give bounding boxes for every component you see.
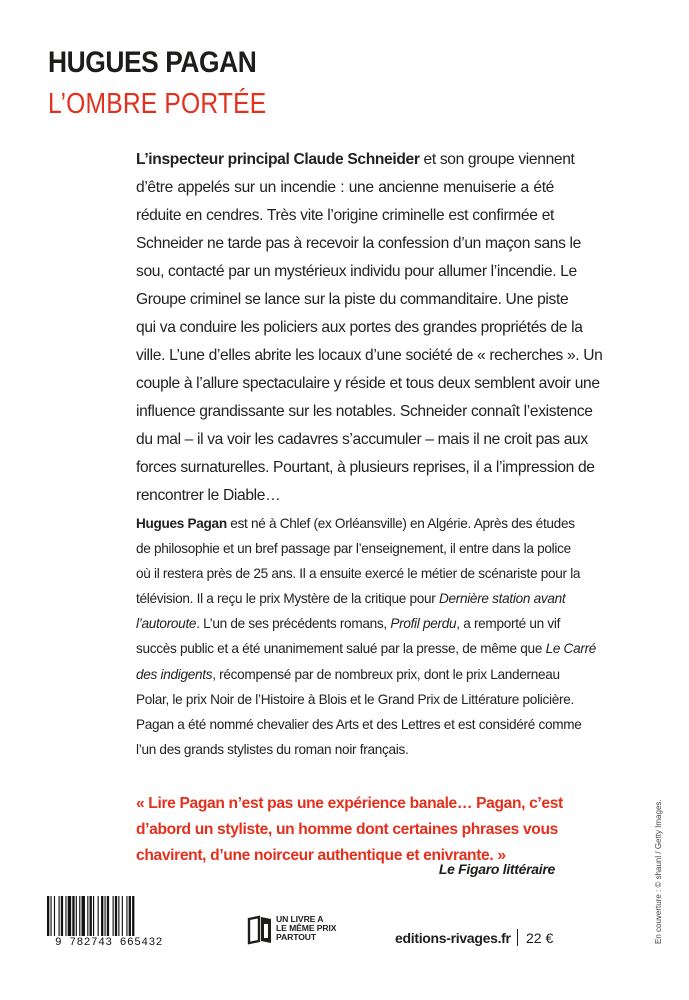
bio-line: succès public et a été unanimement salué par la presse, de même que Le Carré xyxy=(136,641,597,657)
author-name: HUGUES PAGAN xyxy=(48,46,257,79)
barcode-bar xyxy=(90,896,92,936)
barcode-bar xyxy=(107,896,109,936)
barcode-bar xyxy=(113,896,114,936)
quote-line: d’abord un styliste, un homme dont certaines phrases vous xyxy=(136,821,558,838)
barcode-bar xyxy=(93,896,94,936)
bio-line: Polar, le prix Noir de l’Histoire à Blois et le Grand Prix de Littérature policière. xyxy=(136,691,574,707)
bio-line: de philosophie et un bref passage par l’enseignement, il entre dans la police xyxy=(136,541,571,557)
footer-separator xyxy=(517,929,518,946)
blurb-line: sou, contacté par un mystérieux individu pour allumer l’incendie. Le xyxy=(136,263,577,280)
barcode-bar xyxy=(79,896,80,936)
blurb-line: L’inspecteur principal Claude Schneider et son groupe viennent xyxy=(136,151,575,168)
blurb-line: Groupe criminel se lance sur la piste du commanditaire. Une piste xyxy=(136,291,569,308)
barcode-bar xyxy=(54,896,55,936)
barcode-bar xyxy=(87,896,88,936)
price-label-line: LE MÊME PRIX xyxy=(276,923,337,933)
blurb xyxy=(136,146,603,510)
barcode-bar xyxy=(132,896,134,936)
barcode-bar xyxy=(118,896,119,936)
barcode-bar xyxy=(50,896,51,936)
bio-italic-text: Le Carré xyxy=(545,641,597,657)
quote-line: « Lire Pagan n’est pas une expérience banale… Pagan, c’est xyxy=(136,795,563,812)
barcode-bar xyxy=(72,896,74,936)
bio-italic-text: l’autoroute xyxy=(136,616,197,632)
blurb-line: du mal – il va voir les cadavres s’accumuler – mais il ne croit pas aux xyxy=(136,431,588,448)
blurb-line: forces surnaturelles. Pourtant, à plusieurs reprises, il a l’impression de xyxy=(136,459,595,476)
blurb-line: influence grandissante sur les notables. Schneider connaît l’existence xyxy=(136,403,593,420)
barcode-bar xyxy=(76,896,77,936)
barcode-bar xyxy=(61,896,63,936)
isbn-number: 9 782743 665432 xyxy=(54,937,164,949)
barcode-bar xyxy=(82,896,85,936)
bio-line: l’autoroute. L’un de ses précédents romans, Profil perdu, a remporté un vif xyxy=(136,616,561,632)
blurb-line: Schneider ne tarde pas à recevoir la confession d’un maçon sans le xyxy=(136,235,581,252)
bio-italic-text: Dernière station avant xyxy=(438,591,566,607)
book-price: 22 € xyxy=(526,930,554,946)
bio-line: où il restera près de 25 ans. Il a ensuite exercé le métier de scénariste pour la xyxy=(136,566,581,582)
price-label-line: UN LIVRE A xyxy=(276,914,324,924)
barcode-icon xyxy=(44,896,174,936)
author-bio xyxy=(136,511,597,762)
barcode-bar xyxy=(59,896,60,936)
price-label-line: PARTOUT xyxy=(276,932,317,942)
book-price-label-icon xyxy=(247,915,273,945)
barcode-bar xyxy=(126,896,127,936)
barcode-bar xyxy=(122,896,123,936)
bio-line: Hugues Pagan est né à Chlef (ex Orléansville) en Algérie. Après des études xyxy=(136,516,575,531)
barcode-bar xyxy=(47,896,49,936)
blurb-line: qui va conduire les policiers aux portes des grandes propriétés de la xyxy=(136,319,583,336)
cover-credit: En couverture : © shaunl / Getty Images. xyxy=(654,799,663,944)
bio-line: l’un des grands stylistes du roman noir français. xyxy=(136,741,409,757)
price-label-text xyxy=(276,915,356,942)
barcode-bar xyxy=(101,896,103,936)
barcode-bar xyxy=(68,896,71,936)
blurb-line: d’être appelés sur un incendie : une ancienne menuiserie a été xyxy=(136,179,554,196)
blurb-line: réduite en cendres. Très vite l’origine criminelle est confirmée et xyxy=(136,207,554,224)
bio-line: des indigents, récompensé par de nombreux prix, dont le prix Landerneau xyxy=(136,666,560,682)
barcode-bar xyxy=(98,896,99,936)
bio-line: Pagan a été nommé chevalier des Arts et des Lettres et est considéré comme xyxy=(136,716,582,732)
quote-line: chavirent, d’une noirceur authentique et enivrante. » xyxy=(136,847,506,864)
blurb-line: couple à l’allure spectaculaire y réside et tous deux semblent avoir une xyxy=(136,375,600,392)
barcode-bar xyxy=(115,896,117,936)
barcode-bar xyxy=(129,896,131,936)
blurb-line: rencontrer le Diable… xyxy=(136,487,281,504)
bio-italic-text: des indigents xyxy=(136,666,213,682)
bio-line: télévision. Il a reçu le prix Mystère de la critique pour Dernière station avant xyxy=(136,591,566,607)
bio-bold-text: Hugues Pagan xyxy=(136,516,227,531)
bio-italic-text: Profil perdu xyxy=(390,616,457,632)
book-title: L’OMBRE PORTÉE xyxy=(48,88,267,120)
blurb-bold-text: L’inspecteur principal Claude Schneider xyxy=(136,151,420,168)
blurb-line: ville. L’une d’elles abrite les locaux d’une société de « recherches ». Un xyxy=(136,347,603,364)
quote-source: Le Figaro littéraire xyxy=(438,861,555,877)
barcode-bar xyxy=(65,896,66,936)
barcode-bar xyxy=(105,896,106,936)
publisher-website[interactable]: editions-rivages.fr xyxy=(395,930,511,946)
